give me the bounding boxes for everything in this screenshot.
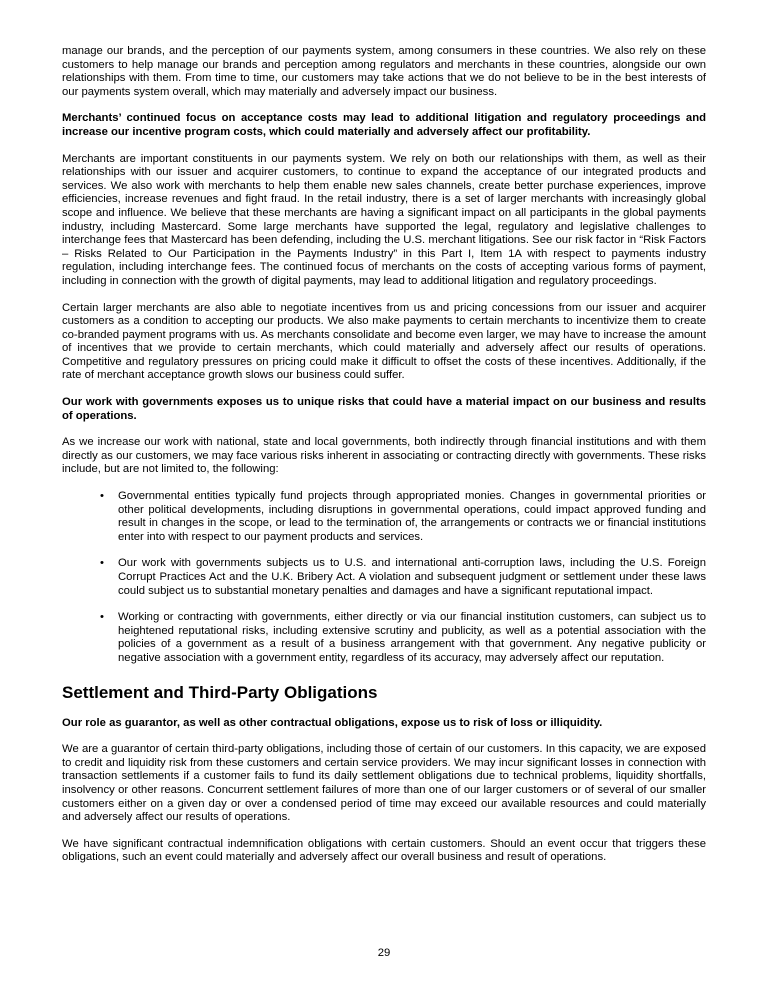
paragraph-guarantor-exposure: We are a guarantor of certain third-party obligations, including those of certain of our customers. In this capacity, we are exposed to credit and liquidity risk from these customers and certain service providers. We may incur significant losses in connection with transaction settlements if a customer fails to fund its daily settlement obligations due to technical problems, liquidity shortfalls, insolvency or other reasons. Concurrent settlement failures of more than one of our larger customers or of several of our smaller customers either on a given day or over a condensed period of time may exceed our available resources and could materially and adversely affect our results of operations. [62, 743, 706, 824]
bullet-icon: • [100, 557, 104, 570]
risk-heading-merchant-acceptance-costs: Merchants’ continued focus on acceptance costs may lead to additional litigation and regulatory proceedings and increase our incentive program costs, which could materially and adversely affect our profitability. [62, 112, 706, 138]
bullet-text-anti-corruption-laws: Our work with governments subjects us to U.S. and international anti-corruption laws, including the U.S. Foreign Corrupt Practices Act and the U.K. Bribery Act. A violation and subsequent judgment or settlement under these laws could subject us to substantial monetary penalties and damages and have a significant reputational impact. [118, 557, 706, 597]
bullet-text-reputational-risks: Working or contracting with governments, either directly or via our financial institution customers, can subject us to heightened reputational risks, including extensive scrutiny and publicity, as well as a potential association with the policies of a government as a result of a business arrangement with that government. Any negative publicity or negative association with a government entity, regardless of its accuracy, may adversely affect our reputation. [118, 611, 706, 664]
section-title-settlement-obligations: Settlement and Third-Party Obligations [62, 682, 378, 702]
page-number: 29 [377, 947, 391, 960]
list-item [62, 557, 706, 598]
risk-heading-government-work: Our work with governments exposes us to unique risks that could have a material impact on our business and results of operations. [62, 396, 706, 422]
paragraph-merchants-constituents: Merchants are important constituents in our payments system. We rely on both our relationships with them, as well as their relationships with our issuer and acquirer customers, to continue to expand the acceptance of our integrated products and services. We also work with merchants to help them enable new sales channels, create better purchase experiences, improve efficiencies, increase revenues and fight fraud. In the retail industry, there is a set of larger merchants with increasingly global scope and influence. We believe that these merchants are having a significant impact on all participants in the global payments industry, including Mastercard. Some large merchants have supported the legal, regulatory and legislative challenges to interchange fees that Mastercard has been defending, including the U.S. merchant litigations. See our risk factor in “Risk Factors – Risks Related to Our Participation in the Payments Industry” in this Part I, Item 1A with respect to payments industry regulation, including interchange fees. The continued focus of merchants on the costs of accepting various forms of payment, including in connection with the growth of digital payments, may lead to additional litigation and regulatory proceedings. [62, 152, 706, 287]
bullet-text-appropriated-monies: Governmental entities typically fund projects through appropriated monies. Changes in governmental priorities or other political developments, including disruptions in governmental operations, could impact approved funding and result in changes in the scope, or lead to the termination of, the arrangements or contracts we or financial institutions enter into with respect to our payment products and services. [118, 490, 706, 543]
paragraph-brands-continued: manage our brands, and the perception of our payments system, among consumers in these countries. We also rely on these customers to help manage our brands and perception among regulators and merchants in these countries, alongside our own relationships with them. From time to time, our customers may take actions that we do not believe to be in the best interests of our payments system overall, which may materially and adversely impact our business. [62, 45, 706, 98]
paragraph-merchant-incentives: Certain larger merchants are also able to negotiate incentives from us and pricing concessions from our issuer and acquirer customers as a condition to accepting our products. We also make payments to certain merchants to incentivize them to create co-branded payment programs with us. As merchants consolidate and become even larger, we may have to increase the amount of incentives that we provide to certain merchants, which could materially and adversely affect our results of operations. Competitive and regulatory pressures on pricing could make it difficult to offset the costs of these incentives. Additionally, if the rate of merchant acceptance growth slows our business could suffer. [62, 301, 706, 382]
list-item [62, 611, 706, 665]
bullet-icon: • [100, 611, 104, 624]
paragraph-governments-intro: As we increase our work with national, state and local governments, both indirectly through financial institutions and with them directly as our customers, we may face various risks inherent in associating or contracting directly with governments. These risks include, but are not limited to, the following: [62, 436, 706, 476]
list-item [62, 490, 706, 544]
government-risks-bullet-list [62, 490, 706, 666]
risk-heading-guarantor-role: Our role as guarantor, as well as other contractual obligations, expose us to risk of loss or illiquidity. [62, 716, 603, 729]
bullet-icon: • [100, 490, 104, 503]
paragraph-indemnification-obligations: We have significant contractual indemnification obligations with certain customers. Should an event occur that triggers these obligations, such an event could materially and adversely affect our overall business and result of operations. [62, 837, 706, 864]
